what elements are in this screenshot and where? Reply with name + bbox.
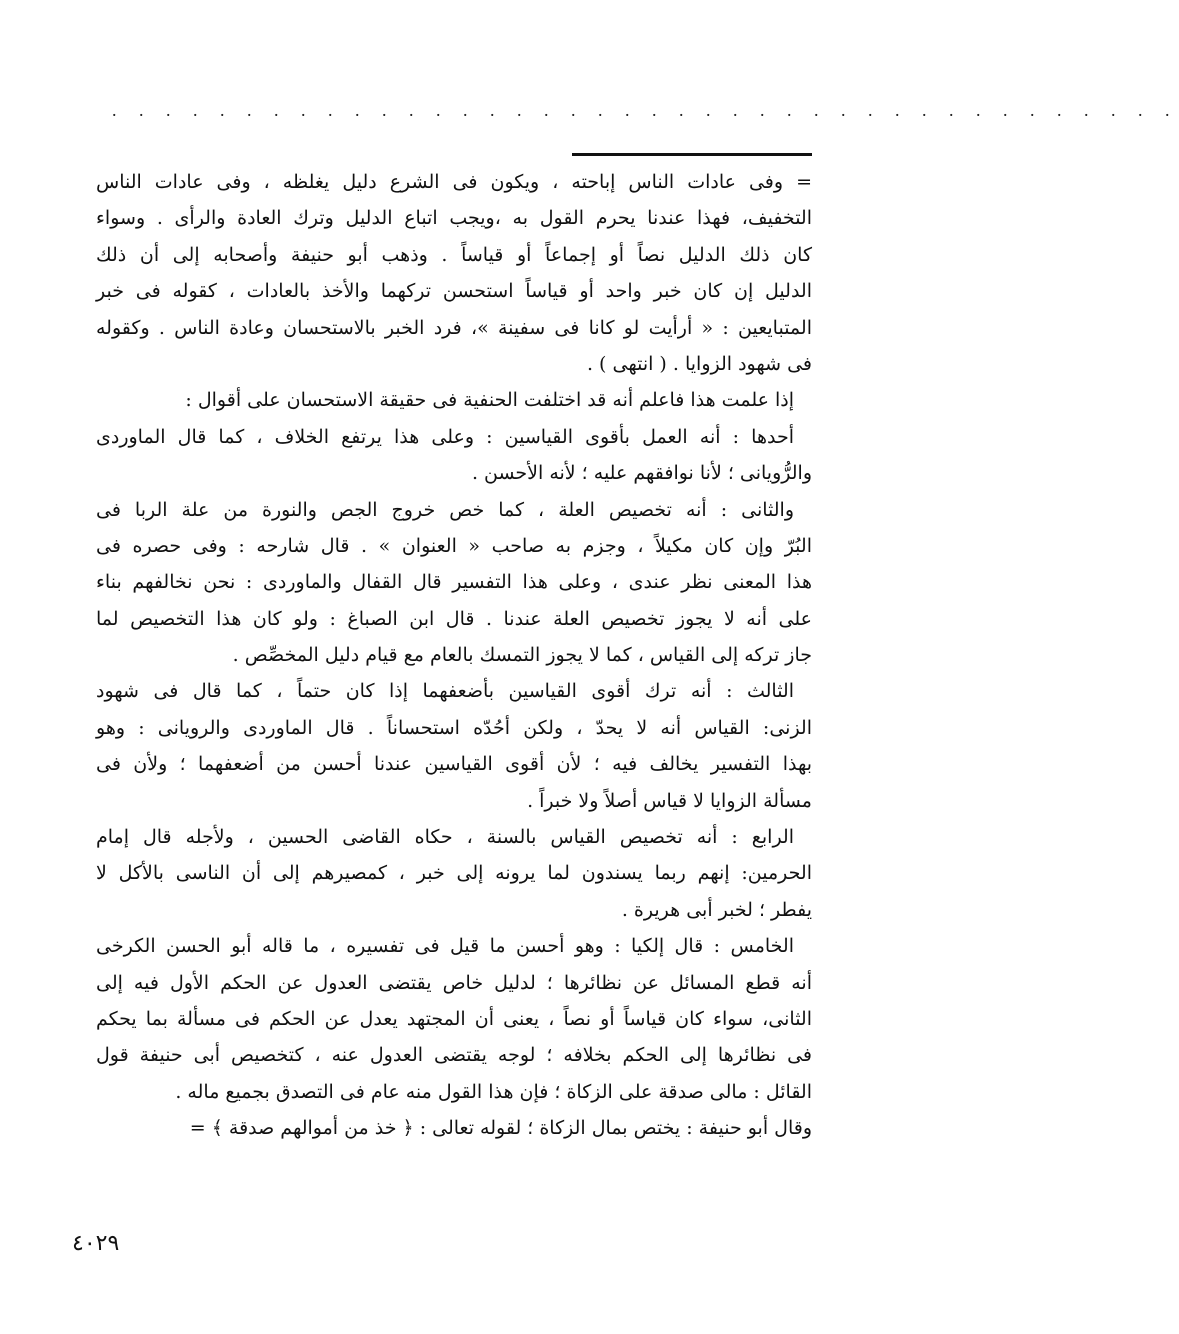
- text-line: على أنه لا يجوز تخصيص العلة عندنا . قال ابن الصباغ : ولو كان هذا التخصيص لما: [96, 607, 812, 630]
- text-line: أنه قطع المسائل عن نظائرها ؛ لدليل خاص يقتضى العدول عن الحكم الأول فيه إلى: [96, 971, 812, 994]
- text-line: والرُّويانى ؛ لأنا نوافقهم عليه ؛ لأنه الأحسن .: [471, 462, 812, 485]
- text-line: مسألة الزوايا لا قياس أصلاً ولا خبراً .: [527, 789, 812, 812]
- text-line: يفطر ؛ لخبر أبى هريرة .: [621, 898, 812, 921]
- dotted-separator: . . . . . . . . . . . . . . . . . . . . . . . . . . . . . . . . . . . . . . . .: [112, 100, 1179, 120]
- text-line: الحرمين: إنهم ربما يسندون لما يرونه إلى خبر ، كمصيرهم إلى أن الناسى بالأكل لا: [96, 862, 812, 885]
- text-line: الرابع : أنه تخصيص القياس بالسنة ، حكاه القاضى الحسين ، ولأجله قال إمام: [96, 826, 794, 849]
- page-number: ٤٠٢٩: [72, 1230, 120, 1255]
- text-line: الثالث : أنه ترك أقوى القياسين بأضعفهما إذا كان حتماً ، كما قال فى شهود: [96, 680, 794, 703]
- text-line: فى شهود الزوايا . ( انتهى ) .: [586, 352, 812, 375]
- footnote-text-block: [96, 164, 812, 1147]
- text-line: الزنى: القياس أنه لا يحدّ ، ولكن أحُدّه استحساناً . قال الماوردى والرويانى : وهو: [96, 716, 812, 739]
- text-line: والثانى : أنه تخصيص العلة ، كما خص خروج الجص والنورة من علة الربا فى: [96, 498, 794, 521]
- footnote-rule: [572, 153, 812, 156]
- text-line: = وفى عادات الناس إباحته ، ويكون فى الشرع دليل يغلظه ، وفى عادات الناس: [96, 171, 813, 193]
- text-line: بهذا التفسير يخالف فيه ؛ لأن أقوى القياسين عندنا أحسن من أضعفهما ؛ ولأن فى: [96, 753, 812, 776]
- text-line: البُرّ وإن كان مكيلاً ، وجزم به صاحب « العنوان » . قال شارحه : وفى حصره فى: [96, 534, 812, 557]
- text-line: إذا علمت هذا فاعلم أنه قد اختلفت الحنفية فى حقيقة الاستحسان على أقوال :: [185, 389, 794, 412]
- text-line: المتبايعين : « أرأيت لو كانا فى سفينة »، فرد الخبر بالاستحسان وعادة الناس . وكقوله: [96, 316, 812, 339]
- text-line: كان ذلك الدليل نصاً أو إجماعاً أو قياساً . وذهب أبو حنيفة وأصحابه إلى أن ذلك: [96, 243, 812, 266]
- text-line: القائل : مالى صدقة على الزكاة ؛ فإن هذا القول منه عام فى التصدق بجميع ماله .: [175, 1080, 812, 1103]
- text-line: الدليل إن كان خبر واحد أو قياساً استحسن تركهما والأخذ بالعادات ، كقوله فى خبر: [96, 280, 812, 303]
- text-line: وقال أبو حنيفة : يختص بمال الزكاة ؛ لقوله تعالى : ﴿ خذ من أموالهم صدقة ﴾ =: [189, 1117, 812, 1140]
- text-line: فى نظائرها إلى الحكم بخلافه ؛ لوجه يقتضى العدول عنه ، كتخصيص أبى حنيفة قول: [96, 1044, 812, 1067]
- text-line: الخامس : قال إلكيا : وهو أحسن ما قيل فى تفسيره ، ما قاله أبو الحسن الكرخى: [96, 935, 794, 958]
- text-line: التخفيف، فهذا عندنا يحرم القول به ،ويجب اتباع الدليل وترك العادة والرأى . وسواء: [96, 207, 812, 230]
- text-line: أحدها : أنه العمل بأقوى القياسين : وعلى هذا يرتفع الخلاف ، كما قال الماوردى: [96, 425, 794, 448]
- text-line: الثانى، سواء كان قياساً أو نصاً ، يعنى أن المجتهد يعدل عن الحكم فى مسألة بما يحكم: [96, 1007, 812, 1030]
- text-line: هذا المعنى نظر عندى ، وعلى هذا التفسير قال القفال والماوردى : نحن نخالفهم بناء: [96, 571, 812, 594]
- text-line: جاز تركه إلى القياس ، كما لا يجوز التمسك بالعام مع قيام دليل المخصِّص .: [232, 644, 812, 667]
